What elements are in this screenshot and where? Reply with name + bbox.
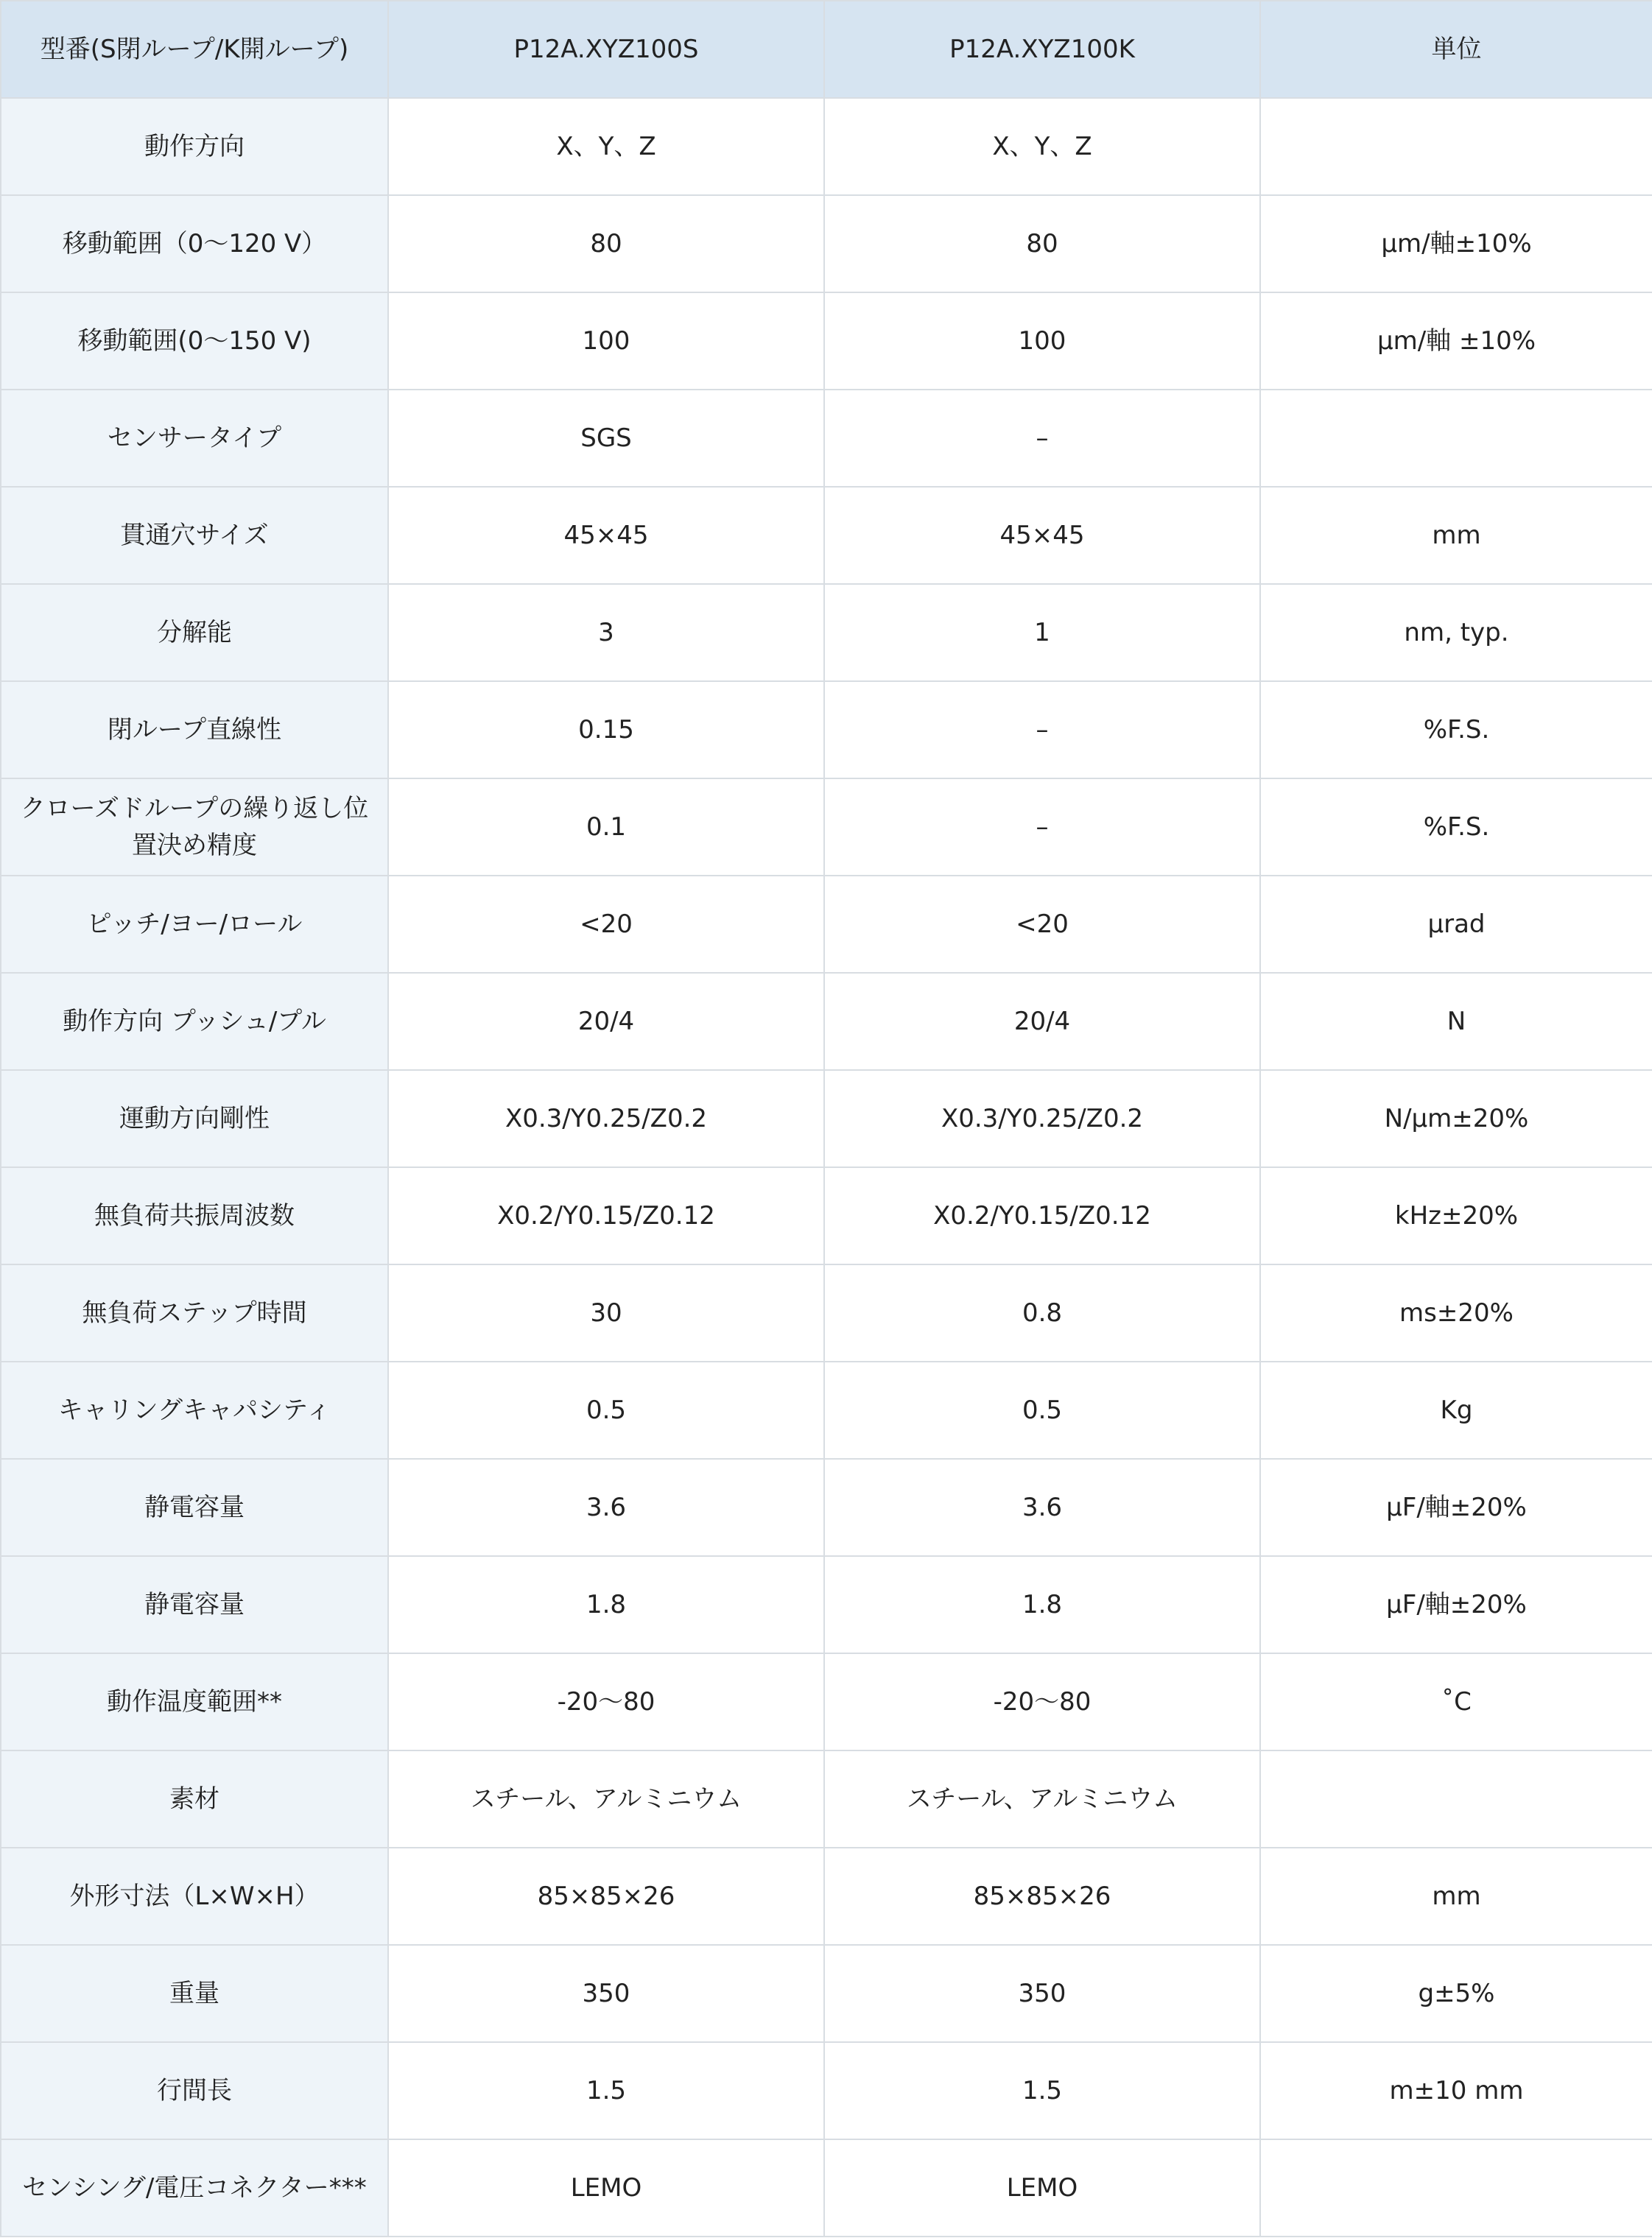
unit-cell: mm [1260, 487, 1652, 584]
value-k: 1.5 [824, 2042, 1260, 2139]
value-k: – [824, 681, 1260, 778]
table-row [1, 1848, 1652, 1945]
header-model-s: P12A.XYZ100S [388, 1, 824, 98]
unit-cell [1260, 98, 1652, 195]
value-s: 100 [388, 292, 824, 390]
table-row [1, 1653, 1652, 1750]
row-label: 動作温度範囲** [1, 1653, 388, 1750]
value-k: スチール、アルミニウム [824, 1750, 1260, 1848]
unit-cell: m±10 mm [1260, 2042, 1652, 2139]
value-s: 1.8 [388, 1556, 824, 1653]
table-row [1, 584, 1652, 681]
row-label: 外形寸法（L×W×H） [1, 1848, 388, 1945]
table-row [1, 1167, 1652, 1264]
value-k: <20 [824, 876, 1260, 973]
unit-cell: nm, typ. [1260, 584, 1652, 681]
value-s: 0.15 [388, 681, 824, 778]
value-s: -20～80 [388, 1653, 824, 1750]
value-k: 0.8 [824, 1264, 1260, 1362]
row-label: センサータイプ [1, 390, 388, 487]
value-s: 1.5 [388, 2042, 824, 2139]
row-label: 静電容量 [1, 1459, 388, 1556]
unit-cell [1260, 1750, 1652, 1848]
table-row [1, 876, 1652, 973]
unit-cell: ms±20% [1260, 1264, 1652, 1362]
row-label: 分解能 [1, 584, 388, 681]
row-label: センシング/電圧コネクター*** [1, 2139, 388, 2237]
table-row [1, 973, 1652, 1070]
table-row [1, 487, 1652, 584]
value-s: 3.6 [388, 1459, 824, 1556]
row-label: 動作方向 プッシュ/プル [1, 973, 388, 1070]
row-label: 動作方向 [1, 98, 388, 195]
unit-cell: mm [1260, 1848, 1652, 1945]
unit-cell: %F.S. [1260, 778, 1652, 876]
value-k: X0.2/Y0.15/Z0.12 [824, 1167, 1260, 1264]
value-s: X、Y、Z [388, 98, 824, 195]
row-label: クローズドループの繰り返し位置決め精度 [1, 778, 388, 876]
unit-cell: N/μm±20% [1260, 1070, 1652, 1167]
row-label: 静電容量 [1, 1556, 388, 1653]
unit-cell: μm/軸±10% [1260, 195, 1652, 292]
unit-cell: kHz±20% [1260, 1167, 1652, 1264]
value-k: 80 [824, 195, 1260, 292]
value-k: -20～80 [824, 1653, 1260, 1750]
value-s: 85×85×26 [388, 1848, 824, 1945]
value-s: 3 [388, 584, 824, 681]
table-row [1, 1459, 1652, 1556]
value-s: スチール、アルミニウム [388, 1750, 824, 1848]
value-k: 350 [824, 1945, 1260, 2042]
header-model-k: P12A.XYZ100K [824, 1, 1260, 98]
unit-cell: N [1260, 973, 1652, 1070]
value-k: 3.6 [824, 1459, 1260, 1556]
table-row [1, 98, 1652, 195]
value-s: 30 [388, 1264, 824, 1362]
table-row [1, 390, 1652, 487]
table-row [1, 1070, 1652, 1167]
table-row [1, 2139, 1652, 2237]
value-s: 45×45 [388, 487, 824, 584]
unit-cell: μrad [1260, 876, 1652, 973]
unit-cell: μF/軸±20% [1260, 1556, 1652, 1653]
value-s: 80 [388, 195, 824, 292]
unit-cell [1260, 2139, 1652, 2237]
value-k: – [824, 390, 1260, 487]
value-k: 45×45 [824, 487, 1260, 584]
header-unit: 単位 [1260, 1, 1652, 98]
row-label: 移動範囲(0～150 V) [1, 292, 388, 390]
value-s: SGS [388, 390, 824, 487]
value-k: X0.3/Y0.25/Z0.2 [824, 1070, 1260, 1167]
value-k: 20/4 [824, 973, 1260, 1070]
spec-table-body [1, 98, 1652, 2237]
value-s: <20 [388, 876, 824, 973]
row-label: 行間長 [1, 2042, 388, 2139]
table-row [1, 1264, 1652, 1362]
table-row [1, 195, 1652, 292]
value-s: 350 [388, 1945, 824, 2042]
value-k: 1 [824, 584, 1260, 681]
unit-cell: Kg [1260, 1362, 1652, 1459]
value-k: – [824, 778, 1260, 876]
unit-cell [1260, 390, 1652, 487]
table-row [1, 681, 1652, 778]
value-s: LEMO [388, 2139, 824, 2237]
spec-table-header [1, 1, 1652, 98]
row-label: 移動範囲（0～120 V） [1, 195, 388, 292]
value-k: 100 [824, 292, 1260, 390]
unit-cell: %F.S. [1260, 681, 1652, 778]
row-label: ピッチ/ヨー/ロール [1, 876, 388, 973]
unit-cell: μF/軸±20% [1260, 1459, 1652, 1556]
unit-cell: μm/軸 ±10% [1260, 292, 1652, 390]
table-row [1, 1362, 1652, 1459]
row-label: 運動方向剛性 [1, 1070, 388, 1167]
row-label: 閉ループ直線性 [1, 681, 388, 778]
value-s: 20/4 [388, 973, 824, 1070]
value-k: X、Y、Z [824, 98, 1260, 195]
value-s: 0.5 [388, 1362, 824, 1459]
value-s: X0.3/Y0.25/Z0.2 [388, 1070, 824, 1167]
value-k: 85×85×26 [824, 1848, 1260, 1945]
row-label: 素材 [1, 1750, 388, 1848]
value-k: 1.8 [824, 1556, 1260, 1653]
unit-cell: ˚C [1260, 1653, 1652, 1750]
row-label: 無負荷共振周波数 [1, 1167, 388, 1264]
row-label: 無負荷ステップ時間 [1, 1264, 388, 1362]
table-row [1, 292, 1652, 390]
value-k: LEMO [824, 2139, 1260, 2237]
table-row [1, 2042, 1652, 2139]
row-label: キャリングキャパシティ [1, 1362, 388, 1459]
header-row [1, 1, 1652, 98]
value-s: 0.1 [388, 778, 824, 876]
header-model: 型番(S閉ループ/K開ループ) [1, 1, 388, 98]
table-row [1, 778, 1652, 876]
table-row [1, 1750, 1652, 1848]
table-row [1, 1556, 1652, 1653]
row-label: 重量 [1, 1945, 388, 2042]
table-row [1, 1945, 1652, 2042]
row-label: 貫通穴サイズ [1, 487, 388, 584]
value-s: X0.2/Y0.15/Z0.12 [388, 1167, 824, 1264]
value-k: 0.5 [824, 1362, 1260, 1459]
unit-cell: g±5% [1260, 1945, 1652, 2042]
